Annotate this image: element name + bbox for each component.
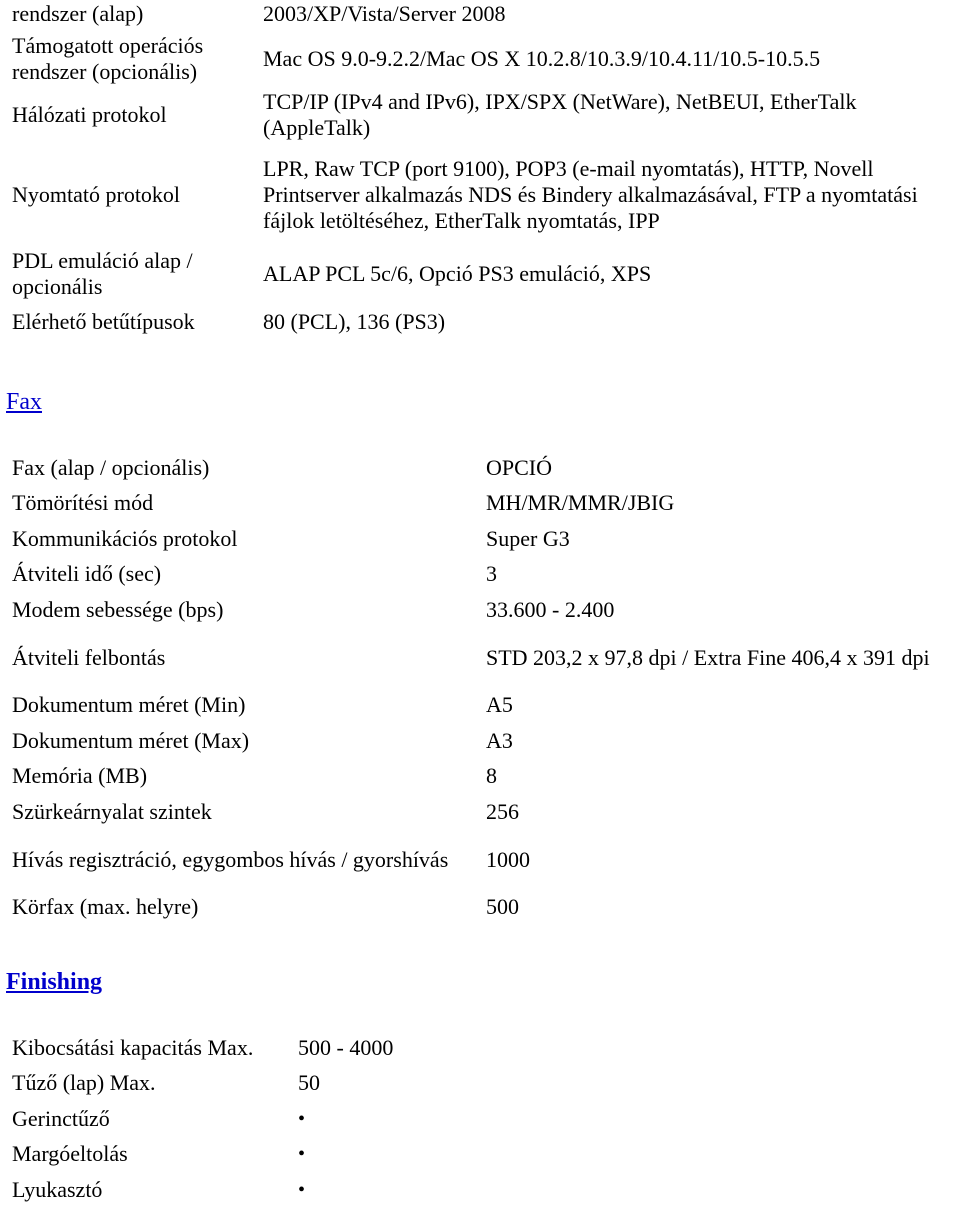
row-value: 33.600 - 2.400 (486, 596, 615, 622)
row-label: Fax (alap / opcionális) (12, 454, 210, 480)
row-label: Elérhető betűtípusok (12, 309, 195, 334)
fax-spec-table (12, 450, 960, 925)
row-value: MH/MR/MMR/JBIG (486, 490, 675, 516)
row-label: Szürkeárnyalat szintek (12, 798, 212, 824)
row-value: 1000 (486, 846, 530, 872)
table-row (12, 830, 960, 890)
fax-section-link[interactable]: Fax (6, 389, 42, 415)
table-row (12, 246, 960, 302)
table-row (12, 1172, 498, 1208)
row-label: Hívás regisztráció, egygombos hívás / gyorshívás (12, 846, 449, 872)
row-value: Mac OS 9.0-9.2.2/Mac OS X 10.2.8/10.3.9/10.4.11/10.5-10.5.5 (263, 46, 821, 71)
table-row (12, 688, 960, 724)
bullet-icon: • (298, 1178, 306, 1201)
table-row (12, 557, 960, 593)
table-row (12, 759, 960, 795)
row-value: 500 (486, 894, 519, 920)
table-row (12, 144, 960, 246)
table-row (12, 450, 960, 486)
table-row (12, 521, 960, 557)
row-value: 80 (PCL), 136 (PS3) (263, 309, 446, 334)
table-row (12, 890, 960, 926)
row-label: rendszer (alap) (12, 1, 144, 26)
row-value: 2003/XP/Vista/Server 2008 (263, 1, 506, 26)
network-spec-table (12, 0, 960, 342)
table-row (12, 1101, 498, 1137)
row-label: Memória (MB) (12, 763, 148, 789)
bullet-icon: • (298, 1107, 306, 1130)
row-label: Dokumentum méret (Min) (12, 692, 246, 718)
row-value: OPCIÓ (486, 454, 553, 480)
table-row (12, 723, 960, 759)
row-value: 8 (486, 763, 497, 789)
table-row (12, 1137, 498, 1173)
table-row (12, 592, 960, 628)
table-row (12, 86, 960, 144)
row-label: Átviteli felbontás (12, 644, 166, 670)
row-value: 3 (486, 561, 497, 587)
row-label: Körfax (max. helyre) (12, 894, 199, 920)
row-value: A3 (486, 727, 513, 753)
row-label: Dokumentum méret (Max) (12, 727, 250, 753)
row-value: 50 (298, 1070, 320, 1096)
row-value: 256 (486, 798, 519, 824)
row-value: Super G3 (486, 525, 570, 551)
row-label: Átviteli idő (sec) (12, 561, 162, 587)
row-label: Lyukasztó (12, 1176, 103, 1202)
row-label: Tűző (lap) Max. (12, 1070, 156, 1096)
row-label: Támogatott operációs rendszer (opcionális) (12, 33, 204, 84)
row-value: 500 - 4000 (298, 1034, 394, 1060)
row-label: PDL emuláció alap / opcionális (12, 248, 193, 299)
bullet-icon: • (298, 1143, 306, 1166)
table-row (12, 794, 960, 830)
table-row (12, 32, 960, 86)
row-label: Modem sebessége (bps) (12, 596, 224, 622)
table-row (12, 1066, 498, 1102)
row-label: Margóeltolás (12, 1141, 128, 1167)
table-row (12, 302, 960, 342)
table-row (12, 1030, 498, 1066)
table-row (12, 628, 960, 688)
row-label: Kibocsátási kapacitás Max. (12, 1034, 254, 1060)
row-label: Nyomtató protokol (12, 182, 181, 207)
row-value: STD 203,2 x 97,8 dpi / Extra Fine 406,4 x 391 dpi (486, 644, 930, 670)
table-row (12, 0, 960, 32)
row-value: ALAP PCL 5c/6, Opció PS3 emuláció, XPS (263, 261, 652, 286)
table-row (12, 486, 960, 522)
row-label: Gerinctűző (12, 1105, 110, 1131)
row-label: Kommunikációs protokol (12, 525, 238, 551)
row-value: A5 (486, 692, 513, 718)
row-value: LPR, Raw TCP (port 9100), POP3 (e-mail nyomtatás), HTTP, Novell Printserver alkalmazás NDS és Bindery alkalmazásával, FTP a nyomtatási fájlok letöltéséhez, EtherTalk nyomtatás, IPP (263, 156, 918, 233)
row-label: Hálózati protokol (12, 102, 167, 127)
finishing-section-link[interactable]: Finishing (6, 969, 103, 995)
row-label: Tömörítési mód (12, 490, 154, 516)
row-value: TCP/IP (IPv4 and IPv6), IPX/SPX (NetWare), NetBEUI, EtherTalk (AppleTalk) (263, 89, 857, 140)
finishing-spec-table (12, 1030, 498, 1208)
